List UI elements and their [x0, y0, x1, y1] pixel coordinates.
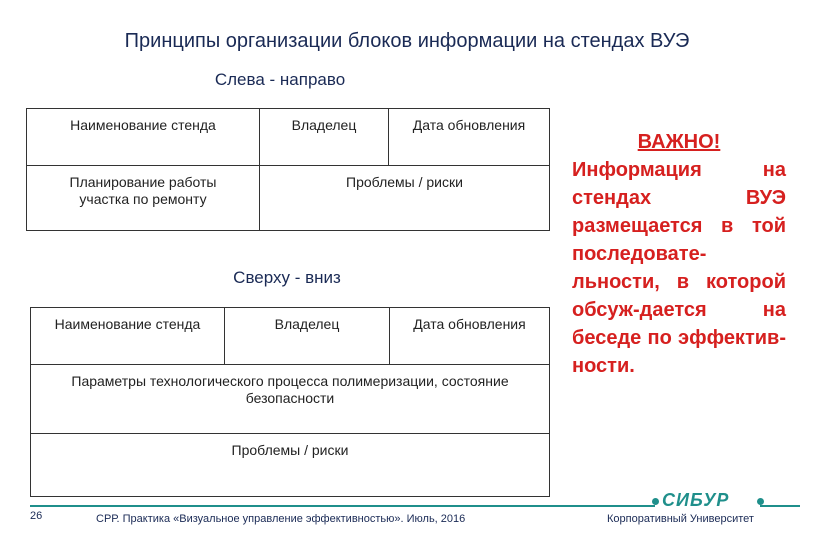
cell-problems-risks: Проблемы / риски: [259, 165, 550, 231]
sibur-logo: СИБУР: [662, 490, 730, 510]
important-heading: ВАЖНО!: [637, 131, 721, 153]
cell-board-name: Наименование стенда: [26, 108, 260, 166]
important-text: Информация на стендах ВУЭ размещается в той последовате-льности, в которой обсуж-дается на беседе по эффектив-ности.: [572, 159, 786, 377]
cell-process-parameters: Параметры технологического процесса полимеризации, состояние безопасности: [30, 364, 550, 434]
cell-update-date: Дата обновления: [389, 307, 550, 365]
cell-repair-planning: Планирование работы участка по ремонту: [26, 165, 260, 231]
cell-update-date: Дата обновления: [388, 108, 550, 166]
section-heading-top-down: Сверху - вниз: [233, 268, 341, 287]
logo-right-dot-icon: [757, 498, 764, 505]
important-note: [572, 128, 786, 380]
cell-owner: Владелец: [224, 307, 390, 365]
footer-source: СРР. Практика «Визуальное управление эффективностью». Июль, 2016: [96, 513, 466, 525]
cell-owner: Владелец: [259, 108, 389, 166]
logo-left-dot-icon: [652, 498, 659, 505]
page-number: 26: [30, 510, 43, 522]
section-heading-left-right: Слева - направо: [214, 70, 346, 89]
cell-problems-risks: Проблемы / риски: [30, 433, 550, 497]
footer-university: Корпоративный Университет: [607, 513, 754, 525]
page-title: Принципы организации блоков информации на стендах ВУЭ: [124, 30, 690, 52]
cell-board-name: Наименование стенда: [30, 307, 225, 365]
